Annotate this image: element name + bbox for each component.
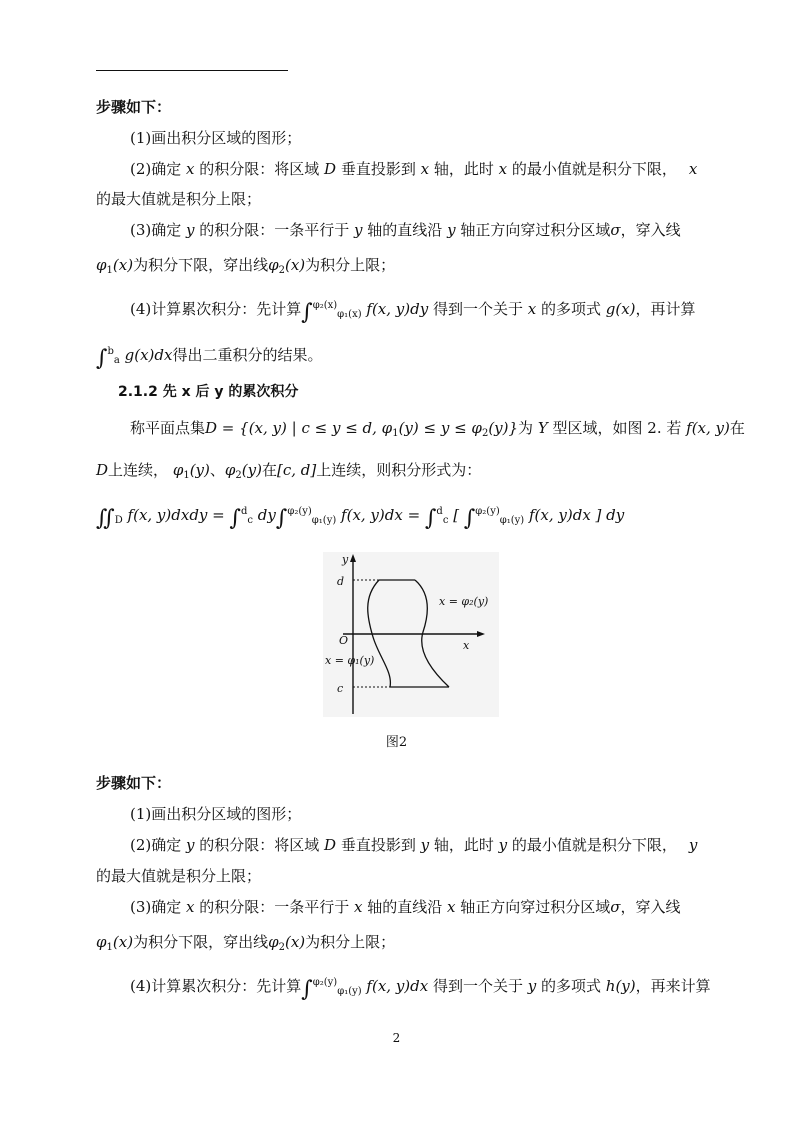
step-3: (3)确定 y 的积分限：一条平行于 y 轴的直线沿 y 轴正方向穿过积分区域σ，穿入线 [130,221,681,239]
step-2-b-line2: 的最大值就是积分上限； [96,867,262,885]
step-1: (1)画出积分区域的图形； [130,129,302,147]
step-1-b: (1)画出积分区域的图形； [130,805,302,823]
step-4-line2: ∫$^b_a$ g(x)dx得出二重积分的结果。 [96,346,323,371]
footnote-rule [96,70,288,71]
step-4: (4)计算累次积分：先计算∫$^{\varphi_2(x)}_{\varphi_1(x)}$ f(x, y)dy 得到一个关于 x 的多项式 g(x)，再计算 [130,300,696,325]
label-phi2: x = φ₂(y) [439,595,489,608]
step-3-b-line2: $\varphi_1(x)$为积分下限，穿出线$\varphi_2(x)$为积分上限； [96,933,396,953]
y-axis-arrow [350,554,356,562]
label-origin: O [339,634,349,647]
figure-caption: 图2 [385,735,408,750]
step-2-b: (2)确定 y 的积分限：将区域 D 垂直投影到 y 轴，此时 y 的最小值就是积分下限， y [130,836,698,854]
double-integral-formula: $∬_D$ f(x, y)dxdy = ∫$^d_c$ dy∫$^{\varphi_2(y)}_{\varphi_1(y)}$ f(x, y)dx = ∫$^d_c$ [ ∫$^{\varphi_2(y)}_{\varphi_1(y)}$ f(x, y)dx ] dy [96,506,625,531]
intro-paragraph-line2: D上连续， $\varphi_1(y)$、$\varphi_2(y)$在[c, d]上连续，则积分形式为： [96,461,482,481]
section-title: 2.1.2 先 x 后 y 的累次积分 [118,384,299,400]
page-number: 2 [392,1031,401,1045]
label-c: c [337,682,344,695]
label-y: y [342,553,349,566]
x-axis-arrow [477,631,485,637]
step-4-b: (4)计算累次积分：先计算∫$^{\varphi_2(y)}_{\varphi_1(y)}$ f(x, y)dx 得到一个关于 y 的多项式 h(y)，再来计算 [130,977,711,1002]
intro-paragraph: 称平面点集D = {(x, y) | c ≤ y ≤ d, $\varphi_1(y) \le y \le \varphi_2(y)$}为 Y 型区域，如图 2. 若 f(x, y)在 [130,419,745,439]
step-2: (2)确定 x 的积分限：将区域 D 垂直投影到 x 轴，此时 x 的最小值就是积分下限， x [130,160,698,178]
figure-2 [323,552,499,717]
steps-heading: 步骤如下： [96,98,172,116]
steps-heading-2: 步骤如下： [96,774,172,792]
label-x: x [463,639,470,652]
step-3-b: (3)确定 x 的积分限：一条平行于 x 轴的直线沿 x 轴正方向穿过积分区域σ，穿入线 [130,898,681,916]
region-diagram [323,552,499,717]
step-2-line2: 的最大值就是积分上限； [96,190,262,208]
label-phi1: x = φ₁(y) [325,654,375,667]
label-d: d [337,575,345,588]
step-3-line2: $\varphi_1(x)$为积分下限，穿出线$\varphi_2(x)$为积分上限； [96,256,396,276]
